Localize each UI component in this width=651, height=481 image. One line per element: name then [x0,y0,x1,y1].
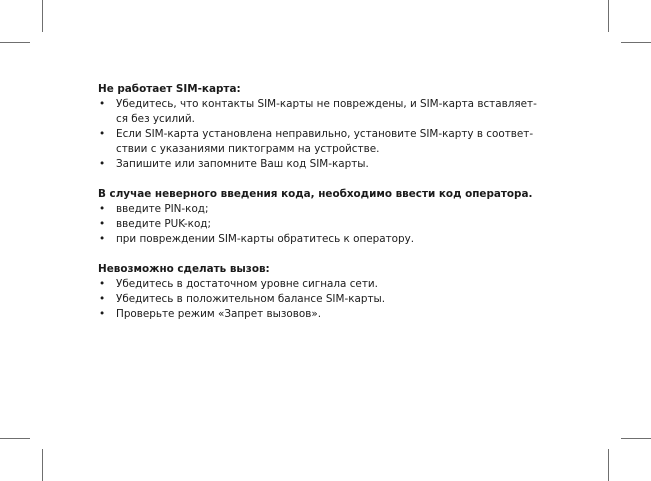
crop-mark-bottom-left-vertical [42,449,43,481]
list-item-text: ся без усилий. [116,113,195,125]
list-item-text: ствии с указаниями пиктограмм на устройстве. [116,143,380,155]
section-heading: Не работает SIM-карта: [98,83,241,95]
crop-mark-top-left-horizontal [0,42,30,43]
list-item [98,157,588,172]
bullet-icon: • [99,98,106,110]
list-item-text: Убедитесь в достаточном уровне сигнала сети. [116,278,378,290]
bullet-icon: • [99,278,106,290]
section-cannot-call [98,262,588,322]
list-item-text: при повреждении SIM-карты обратитесь к оператору. [116,233,415,245]
bullet-icon: • [99,128,106,140]
crop-mark-top-right-vertical [608,0,609,32]
list-item [98,277,588,292]
list-item [98,97,588,127]
list-item-text: введите PUK-код; [116,218,211,230]
list-item-text: Проверьте режим «Запрет вызовов». [116,308,321,320]
bullet-icon: • [99,233,106,245]
section-spacer [98,247,588,262]
bullet-list [98,202,588,247]
list-item-text: введите PIN-код; [116,203,209,215]
list-item-text: Если SIM-карта установлена неправильно, установите SIM-карту в соответ- [116,128,534,140]
section-sim-not-working [98,82,588,172]
bullet-icon: • [99,203,106,215]
section-heading: В случае неверного введения кода, необходимо ввести код оператора. [98,188,533,200]
manual-text-block [98,82,588,322]
crop-mark-top-left-vertical [42,0,43,32]
section-heading: Невозможно сделать вызов: [98,263,270,275]
bullet-list [98,277,588,322]
list-item [98,217,588,232]
crop-mark-bottom-right-horizontal [621,438,651,439]
bullet-icon: • [99,158,106,170]
bullet-icon: • [99,293,106,305]
bullet-icon: • [99,218,106,230]
crop-mark-bottom-left-horizontal [0,438,30,439]
bullet-list [98,97,588,172]
list-item [98,292,588,307]
list-item [98,307,588,322]
list-item [98,202,588,217]
list-item [98,127,588,157]
section-wrong-code [98,187,588,247]
list-item-text: Убедитесь, что контакты SIM-карты не повреждены, и SIM-карта вставляет- [116,98,537,110]
crop-mark-top-right-horizontal [621,42,651,43]
section-spacer [98,172,588,187]
crop-mark-bottom-right-vertical [608,449,609,481]
list-item [98,232,588,247]
list-item-text: Запишите или запомните Ваш код SIM-карты. [116,158,369,170]
list-item-text: Убедитесь в положительном балансе SIM-карты. [116,293,386,305]
bullet-icon: • [99,308,106,320]
